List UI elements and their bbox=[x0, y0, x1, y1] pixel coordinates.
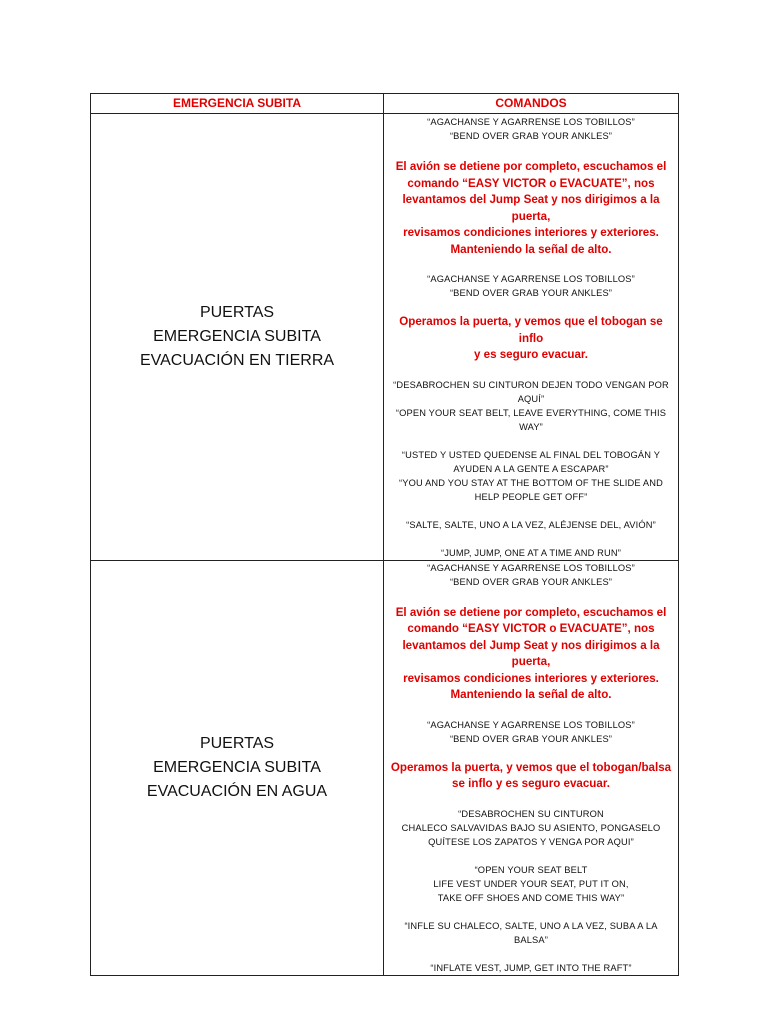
section-row-tierra bbox=[91, 114, 679, 561]
command-text: “AGACHANSE Y AGARRENSE LOS TOBILLOS” “BEND OVER GRAB YOUR ANKLES” bbox=[427, 719, 635, 744]
header-emergencia-subita: EMERGENCIA SUBITA bbox=[91, 94, 384, 114]
command-text: “SALTE, SALTE, UNO A LA VEZ, ALÉJENSE DEL, AVIÓN” bbox=[406, 519, 656, 530]
commands-cell-agua bbox=[384, 560, 679, 975]
procedure-text: Operamos la puerta, y vemos que el tobogan se inflo y es seguro evacuar. bbox=[399, 315, 663, 361]
section-title-agua bbox=[91, 560, 384, 975]
header-comandos: COMANDOS bbox=[384, 94, 679, 114]
command-text: “AGACHANSE Y AGARRENSE LOS TOBILLOS” “BEND OVER GRAB YOUR ANKLES” bbox=[427, 562, 635, 587]
header-row bbox=[91, 94, 679, 114]
command-text: “JUMP, JUMP, ONE AT A TIME AND RUN” bbox=[440, 547, 622, 558]
command-text: “USTED Y USTED QUEDENSE AL FINAL DEL TOBOGÁN Y AYUDEN A LA GENTE A ESCAPAR” “YOU AND YOU STAY AT THE BOTTOM OF THE SLIDE AND HELP PEOPLE GET OFF” bbox=[399, 449, 663, 502]
procedure-text: El avión se detiene por completo, escuchamos el comando “EASY VICTOR o EVACUATE”, nos levantamos del Jump Seat y nos dirigimos a la puerta, revisamos condiciones interiores y exteriores. Manteniendo la señal de alto. bbox=[395, 160, 667, 256]
title-line: PUERTAS bbox=[199, 734, 275, 752]
title-line: PUERTAS bbox=[199, 303, 275, 321]
procedure-text: El avión se detiene por completo, escuchamos el comando “EASY VICTOR o EVACUATE”, nos levantamos del Jump Seat y nos dirigimos a la puerta, revisamos condiciones interiores y exteriores. Manteniendo la señal de alto. bbox=[395, 605, 667, 701]
section-title-tierra bbox=[91, 114, 384, 561]
command-text: “AGACHANSE Y AGARRENSE LOS TOBILLOS” “BEND OVER GRAB YOUR ANKLES” bbox=[427, 274, 635, 298]
command-text: “AGACHANSE Y AGARRENSE LOS TOBILLOS” “BEND OVER GRAB YOUR ANKLES” bbox=[427, 117, 635, 141]
title-line: EVACUACIÓN EN AGUA bbox=[146, 782, 328, 800]
title-line: EMERGENCIA SUBITA bbox=[153, 758, 321, 776]
section-row-agua bbox=[91, 560, 679, 975]
procedure-text: Operamos la puerta, y vemos que el tobogan/balsa se inflo y es seguro evacuar. bbox=[390, 760, 672, 790]
command-text: “INFLE SU CHALECO, SALTE, UNO A LA VEZ, SUBA A LA BALSA” bbox=[404, 920, 658, 945]
command-text: “OPEN YOUR SEAT BELT LIFE VEST UNDER YOUR SEAT, PUT IT ON, TAKE OFF SHOES AND COME THIS WAY” bbox=[433, 864, 629, 903]
title-line: EMERGENCIA SUBITA bbox=[153, 327, 321, 345]
command-text: “DESABROCHEN SU CINTURON DEJEN TODO VENGAN POR AQUÍ” “OPEN YOUR SEAT BELT, LEAVE EVERYTHING, COME THIS WAY” bbox=[393, 379, 669, 432]
commands-cell-tierra bbox=[384, 114, 679, 561]
command-text: “DESABROCHEN SU CINTURON CHALECO SALVAVIDAS BAJO SU ASIENTO, PONGASELO QUÍTESE LOS ZAPATOS Y VENGA POR AQUI” bbox=[401, 808, 661, 847]
title-line: EVACUACIÓN EN TIERRA bbox=[139, 351, 335, 369]
evacuation-table bbox=[90, 93, 679, 976]
command-text: “INFLATE VEST, JUMP, GET INTO THE RAFT” bbox=[430, 962, 632, 973]
